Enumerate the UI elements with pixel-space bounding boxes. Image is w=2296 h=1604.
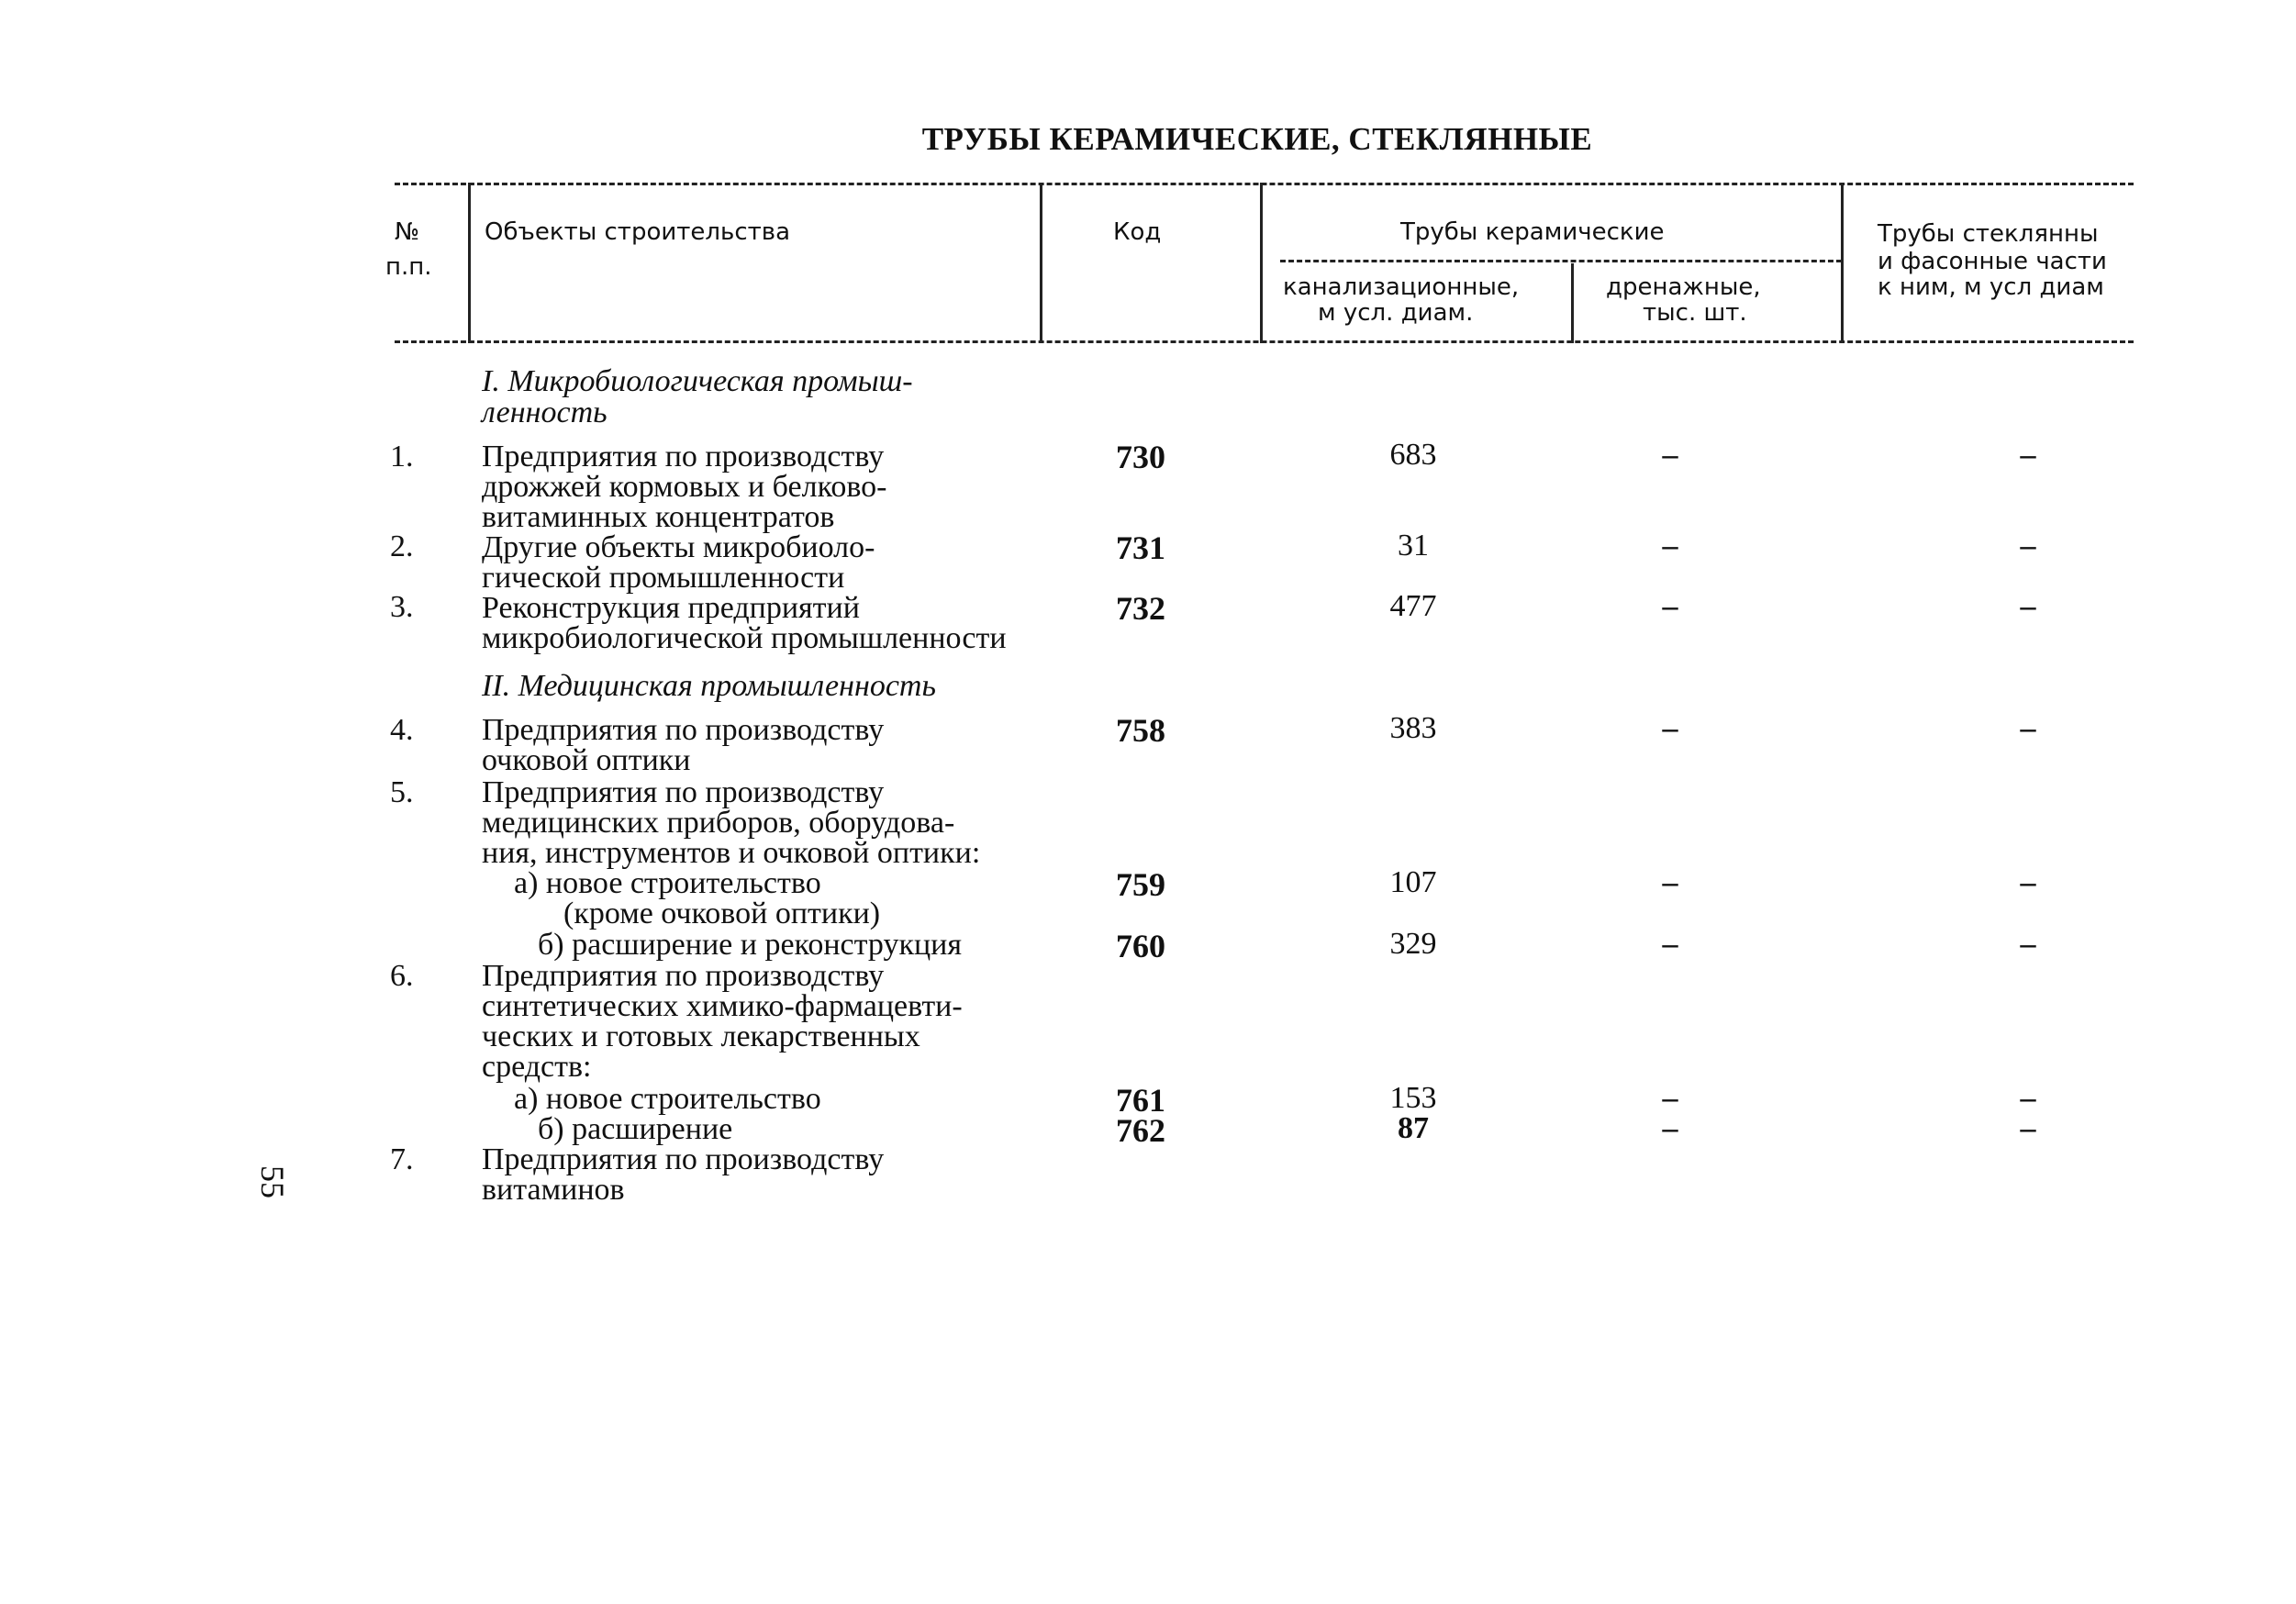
row-code: 759: [1116, 866, 1165, 903]
row-object-text: Предприятия по производству: [482, 959, 885, 993]
header-sewer-line1: канализационные,: [1283, 273, 1520, 301]
row-glass-value: –: [2020, 438, 2036, 472]
row-sewer-value: 329: [1389, 927, 1437, 961]
row-code: 761: [1116, 1082, 1165, 1119]
row-object-text: Предприятия по производству: [482, 1142, 885, 1176]
row-code: 758: [1116, 712, 1165, 749]
row-subitem-text: б) расширение и реконструкция: [538, 928, 962, 962]
header-sewer-line2: м усл. диам.: [1318, 299, 1474, 327]
row-sewer-value: 107: [1389, 865, 1437, 899]
row-drain-value: –: [1662, 711, 1678, 745]
header-num-line2: п.п.: [385, 253, 432, 281]
row-object-text: средств:: [482, 1050, 592, 1084]
row-sewer-value: 153: [1389, 1081, 1437, 1115]
row-code: 762: [1116, 1112, 1165, 1149]
row-object-text: витаминных концентратов: [482, 500, 835, 534]
row-subitem-text: а) новое строительство: [514, 1082, 821, 1116]
section-heading-1-cont: ленность: [482, 395, 607, 429]
row-object-text: Реконструкция предприятий: [482, 591, 860, 625]
col-divider-code: [1260, 183, 1263, 343]
row-number: 7.: [390, 1142, 414, 1176]
ceramic-sub-rule: [1280, 260, 1842, 262]
row-drain-value: –: [1662, 1111, 1678, 1145]
header-glass-line1: Трубы стеклянны: [1878, 220, 2099, 248]
row-sewer-value: 477: [1389, 589, 1437, 623]
row-object-text: медицинских приборов, оборудова-: [482, 806, 955, 840]
row-glass-value: –: [2020, 865, 2036, 899]
row-object-text: Предприятия по производству: [482, 713, 885, 747]
row-number: 6.: [390, 959, 414, 993]
row-object-text: ческих и готовых лекарственных: [482, 1019, 920, 1053]
row-code: 760: [1116, 928, 1165, 964]
col-divider-num: [468, 183, 471, 343]
section-heading-2: II. Медицинская промышленность: [482, 669, 936, 703]
row-object-text: очковой оптики: [482, 743, 691, 777]
row-object-text: микробиологической промышленности: [482, 621, 1007, 655]
row-object-text: гической промышленности: [482, 561, 845, 595]
header-code: Код: [1113, 218, 1162, 246]
row-sewer-value: 87: [1398, 1111, 1429, 1145]
header-glass-line2: и фасонные части: [1878, 248, 2107, 275]
row-object-text: синтетических химико-фармацевти-: [482, 989, 963, 1023]
row-object-text: Другие объекты микробиоло-: [482, 530, 875, 564]
row-drain-value: –: [1662, 865, 1678, 899]
row-subitem-text: б) расширение: [538, 1112, 733, 1146]
page-number: 55: [254, 1165, 291, 1198]
row-drain-value: –: [1662, 438, 1678, 472]
row-number: 4.: [390, 713, 414, 747]
header-bottom-rule: [395, 340, 2134, 343]
row-code: 730: [1116, 439, 1165, 475]
row-subitem-text: (кроме очковой оптики): [563, 897, 881, 930]
row-sewer-value: 31: [1398, 529, 1429, 563]
row-number: 1.: [390, 440, 414, 473]
header-drain-line2: тыс. шт.: [1643, 299, 1747, 327]
row-glass-value: –: [2020, 1081, 2036, 1115]
row-sewer-value: 683: [1389, 438, 1437, 472]
row-object-text: дрожжей кормовых и белково-: [482, 470, 887, 504]
header-num-line1: №: [395, 218, 420, 246]
row-drain-value: –: [1662, 529, 1678, 563]
row-code: 732: [1116, 590, 1165, 627]
section-heading-1: I. Микробиологическая промыш-: [482, 364, 913, 398]
col-divider-ceramic: [1841, 183, 1844, 343]
row-subitem-text: а) новое строительство: [514, 866, 821, 900]
table-top-rule: [395, 183, 2134, 185]
row-sewer-value: 383: [1389, 711, 1437, 745]
col-divider-objects: [1040, 183, 1042, 343]
row-code: 731: [1116, 529, 1165, 566]
row-glass-value: –: [2020, 711, 2036, 745]
row-object-text: витаминов: [482, 1173, 625, 1207]
row-glass-value: –: [2020, 589, 2036, 623]
row-number: 3.: [390, 590, 414, 624]
row-object-text: Предприятия по производству: [482, 775, 885, 809]
row-number: 2.: [390, 529, 414, 563]
header-objects: Объекты строительства: [485, 218, 791, 246]
row-drain-value: –: [1662, 1081, 1678, 1115]
row-glass-value: –: [2020, 927, 2036, 961]
row-object-text: ния, инструментов и очковой оптики:: [482, 836, 981, 870]
header-ceramic: Трубы керамические: [1400, 218, 1665, 246]
page-title: ТРУБЫ КЕРАМИЧЕСКИЕ, СТЕКЛЯННЫЕ: [921, 121, 1593, 157]
header-glass-line3: к ним, м усл диам: [1878, 273, 2104, 301]
row-object-text: Предприятия по производству: [482, 440, 885, 473]
row-drain-value: –: [1662, 927, 1678, 961]
row-glass-value: –: [2020, 1111, 2036, 1145]
col-divider-sewer: [1571, 263, 1574, 343]
row-drain-value: –: [1662, 589, 1678, 623]
row-number: 5.: [390, 775, 414, 809]
header-drain-line1: дренажные,: [1606, 273, 1761, 301]
row-glass-value: –: [2020, 529, 2036, 563]
